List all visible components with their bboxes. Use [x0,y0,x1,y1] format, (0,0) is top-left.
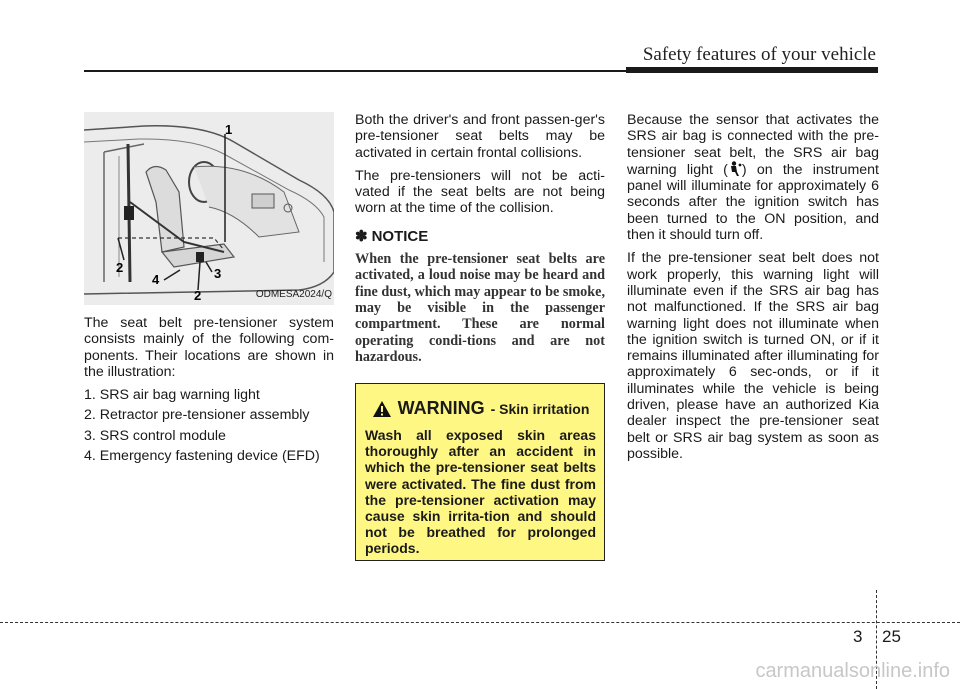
notice-symbol: ✽ [355,227,368,245]
warning-subtitle: - Skin irritation [490,400,590,417]
chapter-number: 3 [853,627,863,646]
list-item: 4. Emergency fastening device (EFD) [84,448,320,465]
image-code: ODMESA2024/Q [255,288,332,300]
callout-4: 4 [152,272,160,287]
intro-paragraph: The seat belt pre-tensioner system consists mainly of the following com-ponents. Their locations are shown in the illustration: [84,315,334,380]
warning-title: WARNING [397,398,485,418]
notice-body: When the pre-tensioner seat belts are activated, a loud noise may be heard and fine dust, which may appear to be smoke, may be visible in the passenger compartment. These are normal operating condi-tions and are not hazardous. [355,251,606,365]
warning-box [355,383,605,561]
callout-2-bottom: 2 [194,288,202,303]
header-rule-accent [626,67,878,73]
airbag-warning-light-icon [728,161,742,177]
car-interior-drawing [84,112,334,305]
column-3 [627,112,879,469]
footer-rule [0,622,960,623]
callout-3: 3 [214,266,222,281]
list-item: 3. SRS control module [84,427,226,444]
warning-heading [365,398,596,419]
column-1 [84,112,334,468]
paragraph-not-worn: The pre-tensioners will not be acti-vated if the seat belts are not being worn at the time of the collision. [355,167,605,217]
list-item: 2. Retractor pre-tensioner assembly [84,407,310,424]
callout-1: 1 [225,122,233,137]
list-item: 1. SRS air bag warning light [84,387,260,404]
pretensioner-illustration [84,112,334,305]
warning-light-text-after: ) on the instrument panel will illuminate for approximately 6 seconds after the ignition switch has been turned to the ON position, and then it should turn off. [627,161,879,244]
callout-2-left: 2 [116,260,124,275]
warning-body: Wash all exposed skin areas thoroughly after an accident in which the pre-tensioner seat belts were activated. The fine dust from the pre-tensioner activation may cause skin irrita-tion and should not be breathed for prolonged periods. [365,427,596,557]
page-number: 25 [882,627,901,646]
running-header: Safety features of your vehicle [642,44,876,65]
notice-title: NOTICE [371,227,429,245]
warning-light-text-before: Because the sensor that activates the SRS air bag is connected with the pre-tensioner seat belt, the SRS air bag warning light ( [627,112,879,178]
paragraph-malfunction: If the pre-tensioner seat belt does not work properly, this warning light will illuminate even if the SRS air bag has not malfunctioned. If the SRS air bag warning light does not illuminate when the ignition switch is turned ON, or if it remains illuminated after illuminating for approximately 6 sec-onds, or if it illuminates while the vehicle is being driven, please have an authorized Kia dealer inspect the pre-tensioner seat belt or SRS air bag system as soon as possible. [627,250,879,462]
paragraph-activation: Both the driver's and front passen-ger's pre-tensioner seat belts may be activated in certain frontal collisions. [355,112,605,161]
column-2 [355,112,605,372]
paragraph-warning-light [627,112,879,243]
watermark: carmanualsonline.info [755,660,950,682]
notice-heading [355,229,605,245]
warning-triangle-icon [372,400,392,418]
